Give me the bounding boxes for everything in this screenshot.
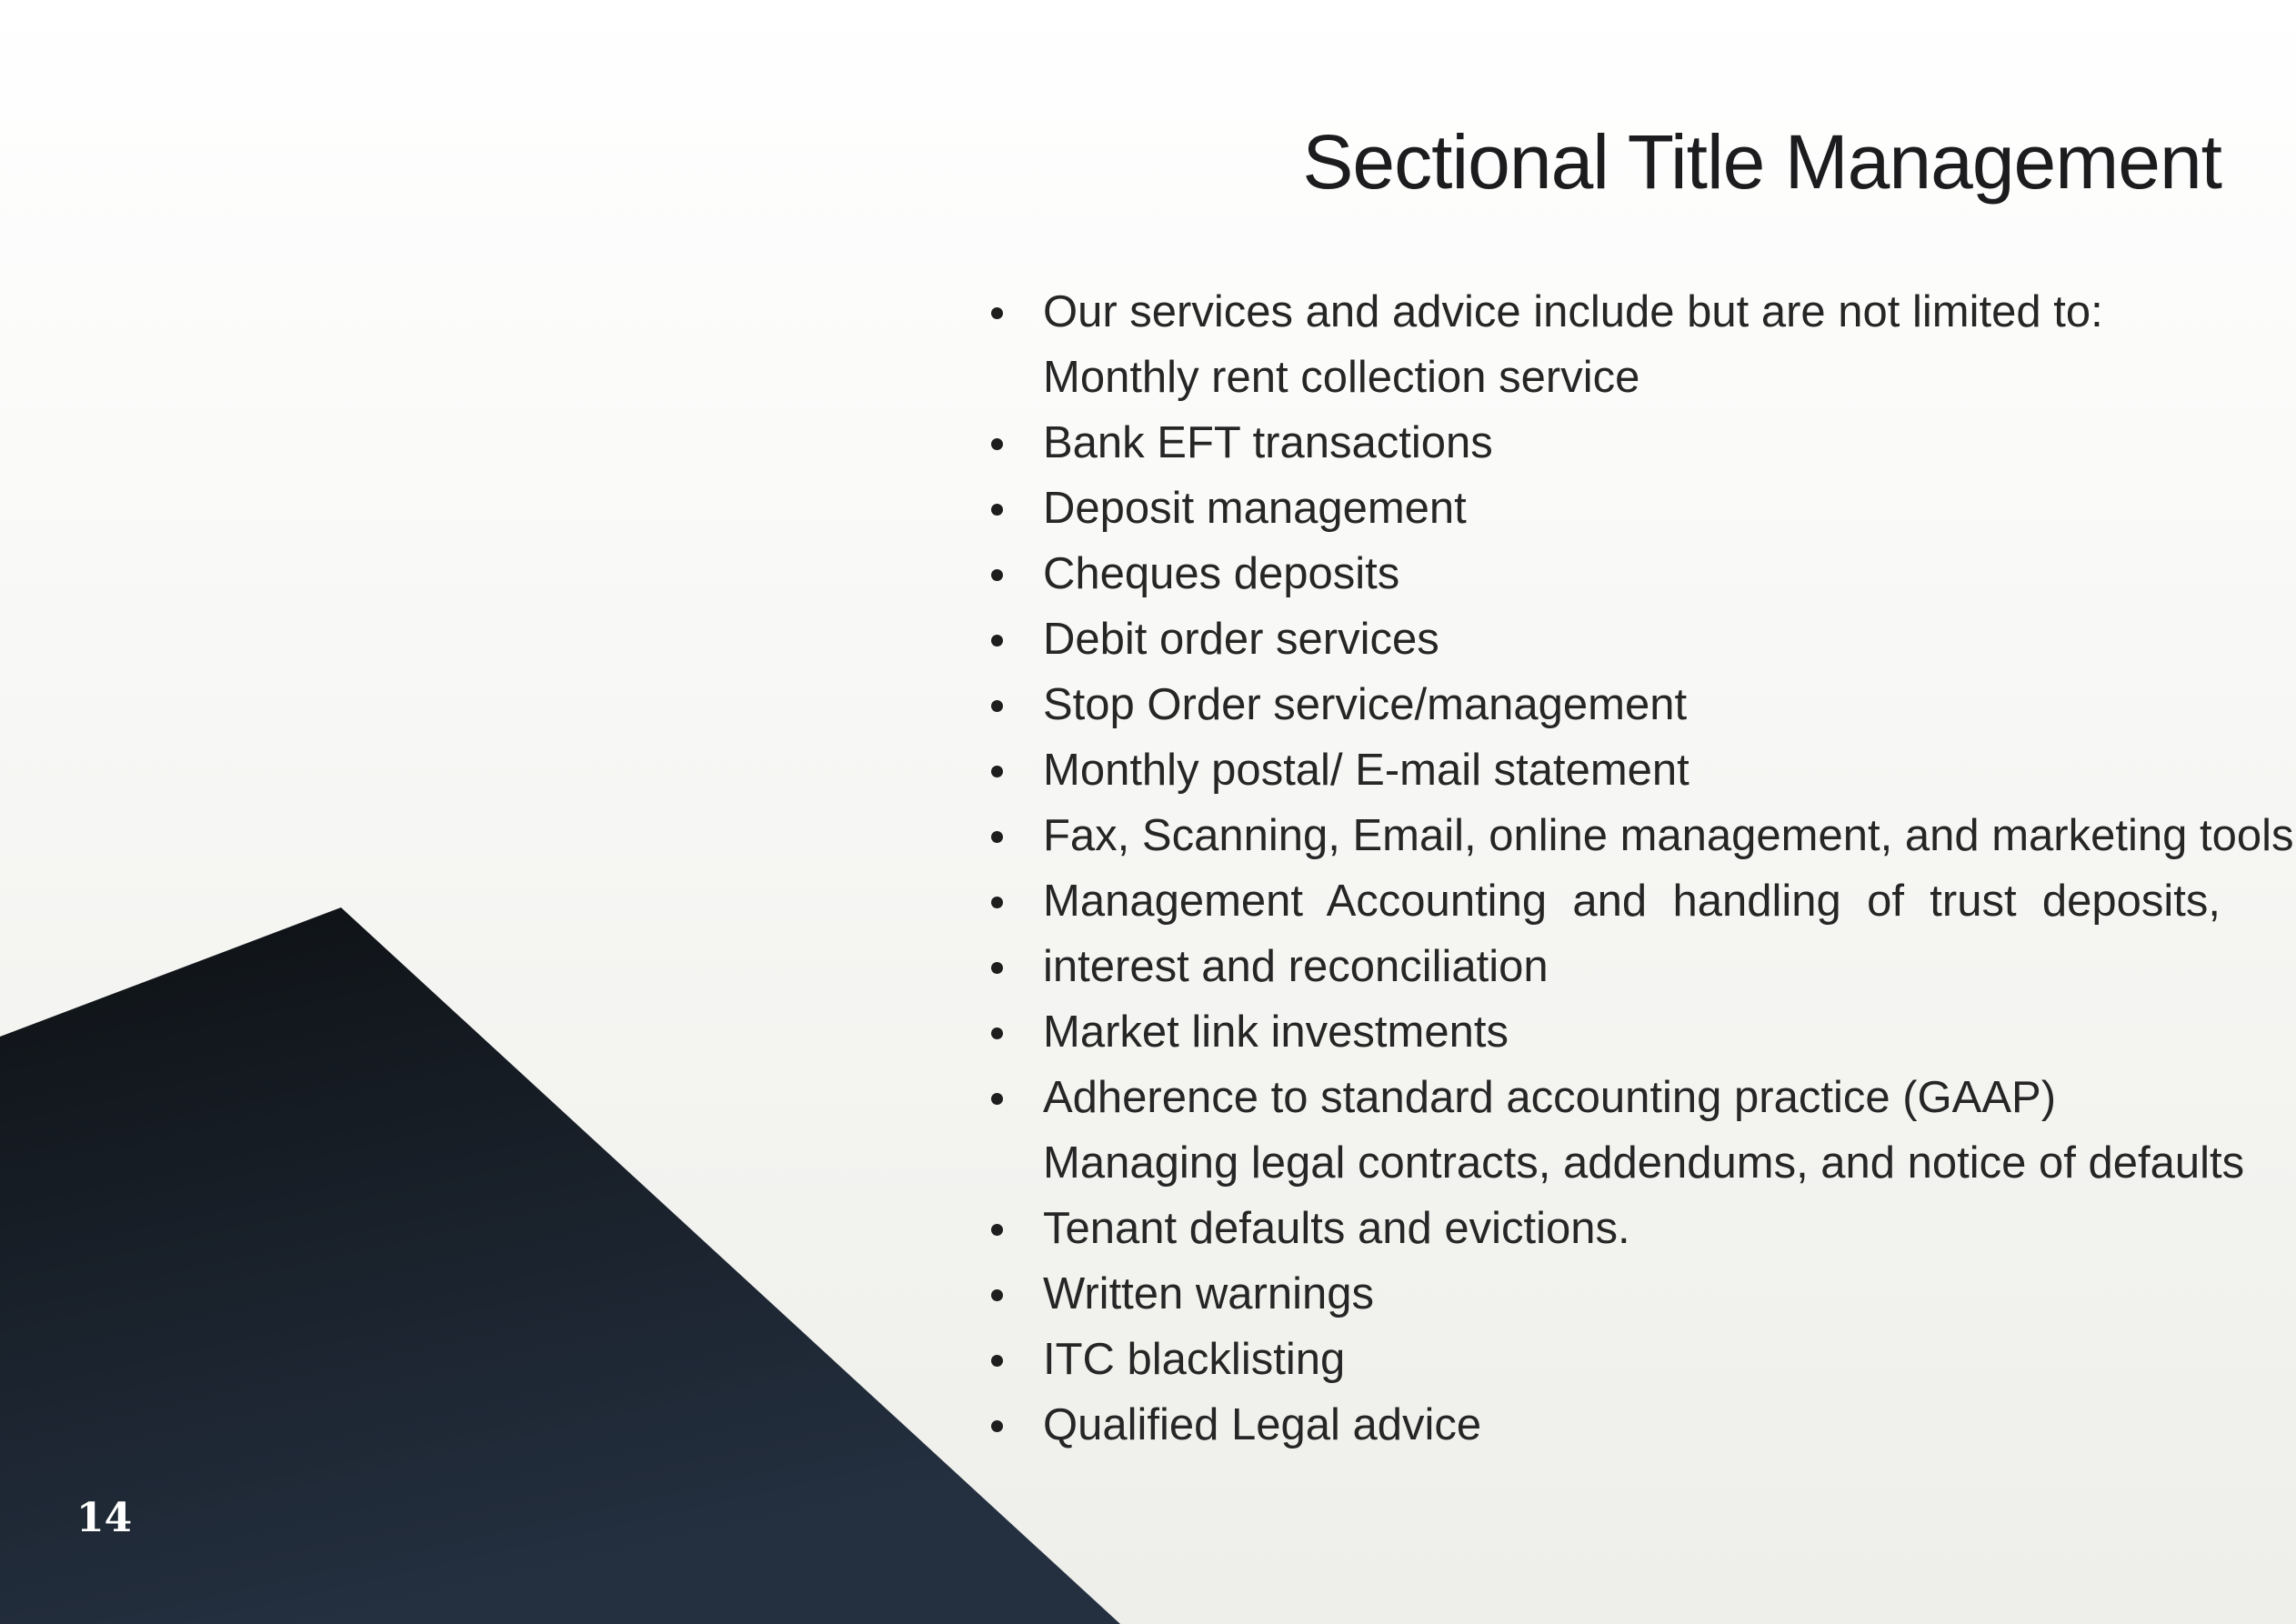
bullet-dot-icon <box>991 897 1003 908</box>
list-item <box>982 672 2221 737</box>
bullet-dot-icon <box>991 569 1003 581</box>
list-item-text: Qualified Legal advice <box>1043 1400 1482 1449</box>
list-item <box>982 999 2221 1065</box>
bullet-dot-icon <box>991 438 1003 450</box>
list-item-text: Monthly rent collection service <box>1043 353 1640 402</box>
bullet-dot-icon <box>991 307 1003 319</box>
list-item <box>982 606 2221 672</box>
list-item <box>982 1392 2221 1458</box>
bullet-dot-icon <box>991 504 1003 516</box>
list-item <box>982 345 2221 410</box>
bullet-dot-icon <box>991 1289 1003 1301</box>
list-item-text: Bank EFT transactions <box>1043 418 1493 467</box>
list-item-text: Tenant defaults and evictions. <box>1043 1204 1630 1253</box>
list-item <box>982 476 2221 541</box>
bullet-dot-icon <box>991 1028 1003 1039</box>
bullet-dot-icon <box>991 1224 1003 1236</box>
list-item <box>982 1261 2221 1327</box>
list-item-text: ITC blacklisting <box>1043 1335 1346 1384</box>
dark-mountain-polygon <box>0 907 1120 1624</box>
list-item-text: Adherence to standard accounting practice (GAAP) <box>1043 1073 2057 1122</box>
list-item-text: Managing legal contracts, addendums, and notice of defaults <box>1043 1138 2245 1188</box>
bullet-dot-icon <box>991 831 1003 843</box>
page-title: Sectional Title Management <box>1302 119 2221 205</box>
list-item-text: interest and reconciliation <box>1043 942 1549 991</box>
list-item <box>982 541 2221 606</box>
list-item <box>982 803 2294 868</box>
bullet-dot-icon <box>991 1093 1003 1105</box>
list-item-text: Our services and advice include but are not limited to: <box>1043 287 2103 336</box>
services-list <box>982 279 2294 1458</box>
list-item-text: Management Accounting and handling of trust deposits, <box>1043 877 2221 926</box>
bullet-dot-icon <box>991 635 1003 647</box>
bullet-dot-icon <box>991 766 1003 777</box>
list-item <box>982 934 2221 999</box>
list-item <box>982 1327 2221 1392</box>
bullet-dot-icon <box>991 1355 1003 1367</box>
list-item-text: Fax, Scanning, Email, online management, and marketing tools <box>1043 811 2294 860</box>
list-item-text: Cheques deposits <box>1043 549 1400 598</box>
bullet-dot-icon <box>991 700 1003 712</box>
bullet-dot-icon <box>991 962 1003 974</box>
list-item-text: Market link investments <box>1043 1007 1509 1057</box>
page-number: 14 <box>76 1495 133 1541</box>
list-item-text: Debit order services <box>1043 615 1439 664</box>
list-item <box>982 279 2221 345</box>
list-item-text: Monthly postal/ E-mail statement <box>1043 746 1689 795</box>
list-item <box>982 1065 2221 1130</box>
list-item-text: Deposit management <box>1043 484 1467 533</box>
list-item <box>982 410 2221 476</box>
bullet-dot-icon <box>991 1420 1003 1432</box>
list-item-text: Stop Order service/management <box>1043 680 1688 729</box>
list-item <box>982 1196 2221 1261</box>
list-item-text: Written warnings <box>1043 1269 1375 1318</box>
list-item <box>982 1130 2245 1196</box>
list-item <box>982 737 2221 803</box>
list-item <box>982 868 2221 934</box>
